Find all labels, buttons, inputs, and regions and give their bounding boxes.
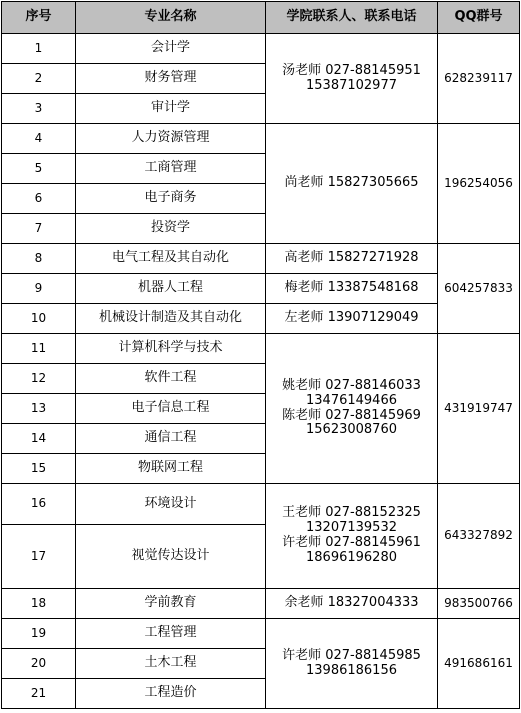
contact-line: 许老师 027-88145985 — [282, 647, 421, 663]
major-name: 电子信息工程 — [76, 394, 266, 424]
row-number: 20 — [2, 649, 76, 679]
row-number: 9 — [2, 274, 76, 304]
qq-group-number: 983500766 — [438, 589, 520, 619]
major-name: 电子商务 — [76, 184, 266, 214]
contact-cell — [266, 334, 438, 484]
contact-line: 18696196280 — [306, 549, 397, 565]
contact-cell: 梅老师 13387548168 — [266, 274, 438, 304]
contact-line: 15387102977 — [306, 77, 397, 93]
row-number: 21 — [2, 679, 76, 709]
row-number: 12 — [2, 364, 76, 394]
row-number: 5 — [2, 154, 76, 184]
major-name: 电气工程及其自动化 — [76, 244, 266, 274]
header-major: 专业名称 — [76, 2, 266, 34]
major-name: 工程造价 — [76, 679, 266, 709]
major-name: 软件工程 — [76, 364, 266, 394]
contact-line: 陈老师 027-88145969 — [282, 407, 421, 423]
table-row — [2, 124, 520, 154]
row-number: 7 — [2, 214, 76, 244]
contact-line: 汤老师 027-88145951 — [282, 62, 421, 78]
row-number: 11 — [2, 334, 76, 364]
contact-line: 王老师 027-88152325 — [282, 505, 421, 521]
contact-line: 13986186156 — [306, 662, 397, 678]
table-row — [2, 334, 520, 364]
table-row — [2, 484, 520, 525]
major-name: 审计学 — [76, 94, 266, 124]
major-name: 学前教育 — [76, 589, 266, 619]
contact-line: 13476149466 — [306, 392, 397, 408]
contact-line: 许老师 027-88145961 — [282, 535, 421, 550]
major-name: 计算机科学与技术 — [76, 334, 266, 364]
major-name: 机器人工程 — [76, 274, 266, 304]
table-row — [2, 34, 520, 64]
major-name: 人力资源管理 — [76, 124, 266, 154]
major-name: 财务管理 — [76, 64, 266, 94]
major-name: 工商管理 — [76, 154, 266, 184]
major-name: 通信工程 — [76, 424, 266, 454]
table-row — [2, 589, 520, 619]
contact-cell — [266, 124, 438, 244]
major-name: 土木工程 — [76, 649, 266, 679]
contact-line: 尚老师 15827305665 — [284, 175, 419, 191]
row-number: 1 — [2, 34, 76, 64]
row-number: 18 — [2, 589, 76, 619]
header-row — [2, 2, 520, 34]
major-name: 机械设计制造及其自动化 — [76, 304, 266, 334]
row-number: 19 — [2, 619, 76, 649]
qq-group-number: 431919747 — [438, 334, 520, 484]
contact-line: 13207139532 — [306, 520, 397, 536]
qq-group-number: 196254056 — [438, 124, 520, 244]
row-number: 14 — [2, 424, 76, 454]
row-number: 13 — [2, 394, 76, 424]
table-row — [2, 244, 520, 274]
major-name: 视觉传达设计 — [76, 525, 266, 589]
row-number: 16 — [2, 484, 76, 525]
row-number: 4 — [2, 124, 76, 154]
contact-line: 15623008760 — [306, 422, 397, 438]
row-number: 17 — [2, 525, 76, 589]
contact-cell — [266, 484, 438, 589]
major-name: 工程管理 — [76, 619, 266, 649]
contact-cell: 高老师 15827271928 — [266, 244, 438, 274]
header-contact: 学院联系人、联系电话 — [266, 2, 438, 34]
row-number: 8 — [2, 244, 76, 274]
major-name: 物联网工程 — [76, 454, 266, 484]
major-name: 环境设计 — [76, 484, 266, 525]
contact-cell — [266, 619, 438, 709]
row-number: 6 — [2, 184, 76, 214]
major-name: 会计学 — [76, 34, 266, 64]
contact-cell: 余老师 18327004333 — [266, 589, 438, 619]
row-number: 2 — [2, 64, 76, 94]
qq-group-number: 604257833 — [438, 244, 520, 334]
major-name: 投资学 — [76, 214, 266, 244]
header-qq: QQ群号 — [438, 2, 520, 34]
qq-group-number: 491686161 — [438, 619, 520, 709]
contact-line: 姚老师 027-88146033 — [282, 377, 421, 393]
row-number: 15 — [2, 454, 76, 484]
table-body — [2, 34, 520, 709]
header-seq: 序号 — [2, 2, 76, 34]
contact-table — [1, 1, 520, 709]
contact-cell — [266, 34, 438, 124]
table-row — [2, 619, 520, 649]
contact-cell: 左老师 13907129049 — [266, 304, 438, 334]
row-number: 10 — [2, 304, 76, 334]
row-number: 3 — [2, 94, 76, 124]
qq-group-number: 643327892 — [438, 484, 520, 589]
qq-group-number: 628239117 — [438, 34, 520, 124]
